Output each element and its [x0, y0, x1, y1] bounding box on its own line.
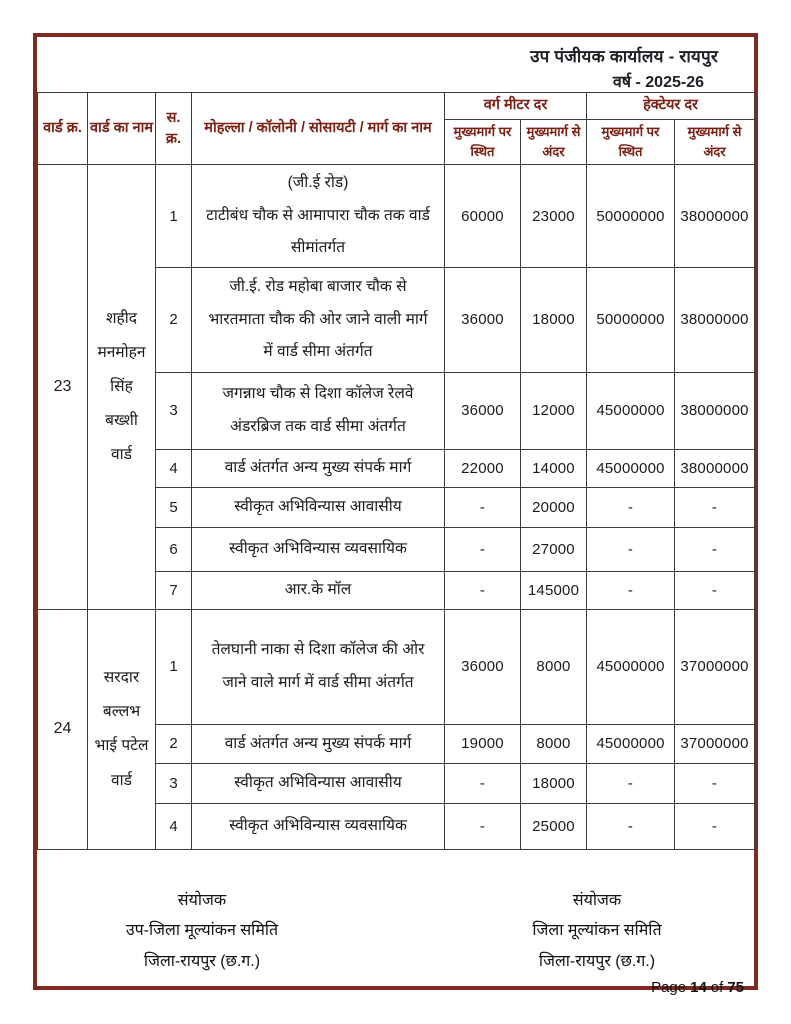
ha-on-main-cell: 45000000: [587, 372, 675, 449]
sqm-on-main-cell: 36000: [445, 267, 521, 372]
convener-label: संयोजक: [572, 891, 622, 909]
ha-inside-cell: -: [675, 763, 755, 803]
sqm-on-main-cell: -: [445, 487, 521, 527]
col-header-ha-inside: मुख्यमार्ग से अंदर: [675, 120, 755, 165]
ward-number: 24: [38, 609, 88, 849]
ha-inside-cell: -: [675, 487, 755, 527]
ha-on-main-cell: -: [587, 763, 675, 803]
signature-block-left: [77, 886, 327, 977]
sqm-on-main-cell: -: [445, 571, 521, 609]
ha-inside-cell: 38000000: [675, 372, 755, 449]
ha-on-main-cell: 45000000: [587, 449, 675, 487]
locality-cell: वार्ड अंतर्गत अन्य मुख्य संपर्क मार्ग: [192, 724, 445, 763]
locality-cell: स्वीकृत अभिविन्यास व्यवसायिक: [192, 803, 445, 849]
ha-on-main-cell: -: [587, 803, 675, 849]
page-of-label: of: [710, 979, 724, 997]
page-frame: [33, 33, 758, 997]
table-row: [38, 609, 755, 724]
col-group-hectare-rate: हेक्टेयर दर: [587, 93, 755, 120]
district-label: जिला-रायपुर (छ.ग.): [143, 952, 261, 970]
ha-on-main-cell: 45000000: [587, 609, 675, 724]
col-header-locality: मोहल्ला / कॉलोनी / सोसायटी / मार्ग का नाम: [192, 93, 445, 165]
col-header-ward-no: वार्ड क्र.: [38, 93, 88, 165]
serial-cell: 7: [156, 571, 192, 609]
locality-cell: स्वीकृत अभिविन्यास आवासीय: [192, 763, 445, 803]
ha-on-main-cell: 50000000: [587, 165, 675, 268]
year-label: वर्ष - 2025-26: [612, 74, 704, 91]
serial-cell: 3: [156, 763, 192, 803]
serial-cell: 1: [156, 609, 192, 724]
sqm-inside-cell: 8000: [521, 609, 587, 724]
col-group-sqm-rate: वर्ग मीटर दर: [445, 93, 587, 120]
sqm-inside-cell: 20000: [521, 487, 587, 527]
locality-cell: जी.ई. रोड महोबा बाजार चौक से भारतमाता चौक की ओर जाने वाली मार्ग में वार्ड सीमा अंतर्गत: [192, 267, 445, 372]
office-title: उप पंजीयक कार्यालय - रायपुर: [530, 47, 718, 66]
sqm-on-main-cell: -: [445, 763, 521, 803]
ha-on-main-cell: 50000000: [587, 267, 675, 372]
ha-on-main-cell: -: [587, 527, 675, 571]
serial-cell: 4: [156, 803, 192, 849]
col-header-sqm-inside: मुख्यमार्ग से अंदर: [521, 120, 587, 165]
serial-cell: 2: [156, 724, 192, 763]
sqm-inside-cell: 145000: [521, 571, 587, 609]
col-header-sqm-on-main: मुख्यमार्ग पर स्थित: [445, 120, 521, 165]
document-header: [37, 37, 754, 92]
ha-inside-cell: -: [675, 571, 755, 609]
ward-number: 23: [38, 165, 88, 610]
ha-on-main-cell: -: [587, 571, 675, 609]
ha-on-main-cell: -: [587, 487, 675, 527]
serial-cell: 5: [156, 487, 192, 527]
ward-name: शहीद मनमोहन सिंह बख्शी वार्ड: [88, 165, 156, 610]
sqm-on-main-cell: 36000: [445, 609, 521, 724]
ha-inside-cell: 38000000: [675, 165, 755, 268]
locality-cell: (जी.ई रोड) टाटीबंध चौक से आमापारा चौक तक वार्ड सीमांतर्गत: [192, 165, 445, 268]
signature-block-right: [462, 886, 732, 977]
committee-name: जिला मूल्यांकन समिति: [532, 922, 662, 940]
sqm-inside-cell: 25000: [521, 803, 587, 849]
ha-on-main-cell: 45000000: [587, 724, 675, 763]
sqm-inside-cell: 12000: [521, 372, 587, 449]
col-header-ward-name: वार्ड का नाम: [88, 93, 156, 165]
ha-inside-cell: 37000000: [675, 724, 755, 763]
sqm-inside-cell: 14000: [521, 449, 587, 487]
locality-cell: जगन्नाथ चौक से दिशा कॉलेज रेलवे अंडरब्रिज तक वार्ड सीमा अंतर्गत: [192, 372, 445, 449]
table-row: [38, 165, 755, 268]
serial-cell: 3: [156, 372, 192, 449]
sqm-on-main-cell: 60000: [445, 165, 521, 268]
sqm-on-main-cell: -: [445, 527, 521, 571]
committee-name: उप-जिला मूल्यांकन समिति: [125, 922, 279, 940]
sqm-on-main-cell: -: [445, 803, 521, 849]
sqm-inside-cell: 18000: [521, 267, 587, 372]
page-current: 14: [690, 979, 707, 997]
ha-inside-cell: 37000000: [675, 609, 755, 724]
sqm-inside-cell: 8000: [521, 724, 587, 763]
serial-cell: 1: [156, 165, 192, 268]
district-label: जिला-रायपुर (छ.ग.): [538, 952, 656, 970]
page-total: 75: [727, 979, 744, 997]
sqm-on-main-cell: 22000: [445, 449, 521, 487]
ha-inside-cell: 38000000: [675, 449, 755, 487]
col-header-serial-no: स. क्र.: [156, 93, 192, 165]
ha-inside-cell: -: [675, 803, 755, 849]
convener-label: संयोजक: [177, 891, 227, 909]
serial-cell: 4: [156, 449, 192, 487]
ha-inside-cell: 38000000: [675, 267, 755, 372]
locality-cell: स्वीकृत अभिविन्यास आवासीय: [192, 487, 445, 527]
ha-inside-cell: -: [675, 527, 755, 571]
page-label: Page: [651, 979, 687, 997]
serial-cell: 2: [156, 267, 192, 372]
footer: [37, 850, 754, 996]
serial-cell: 6: [156, 527, 192, 571]
sqm-inside-cell: 18000: [521, 763, 587, 803]
locality-cell: वार्ड अंतर्गत अन्य मुख्य संपर्क मार्ग: [192, 449, 445, 487]
locality-cell: तेलघानी नाका से दिशा कॉलेज की ओर जाने वाले मार्ग में वार्ड सीमा अंतर्गत: [192, 609, 445, 724]
sqm-inside-cell: 27000: [521, 527, 587, 571]
locality-cell: आर.के मॉल: [192, 571, 445, 609]
rate-table: [37, 92, 755, 850]
ward-name: सरदार बल्लभ भाई पटेल वार्ड: [88, 609, 156, 849]
sqm-inside-cell: 23000: [521, 165, 587, 268]
sqm-on-main-cell: 36000: [445, 372, 521, 449]
sqm-on-main-cell: 19000: [445, 724, 521, 763]
locality-cell: स्वीकृत अभिविन्यास व्यवसायिक: [192, 527, 445, 571]
col-header-ha-on-main: मुख्यमार्ग पर स्थित: [587, 120, 675, 165]
page-number: [37, 979, 754, 996]
